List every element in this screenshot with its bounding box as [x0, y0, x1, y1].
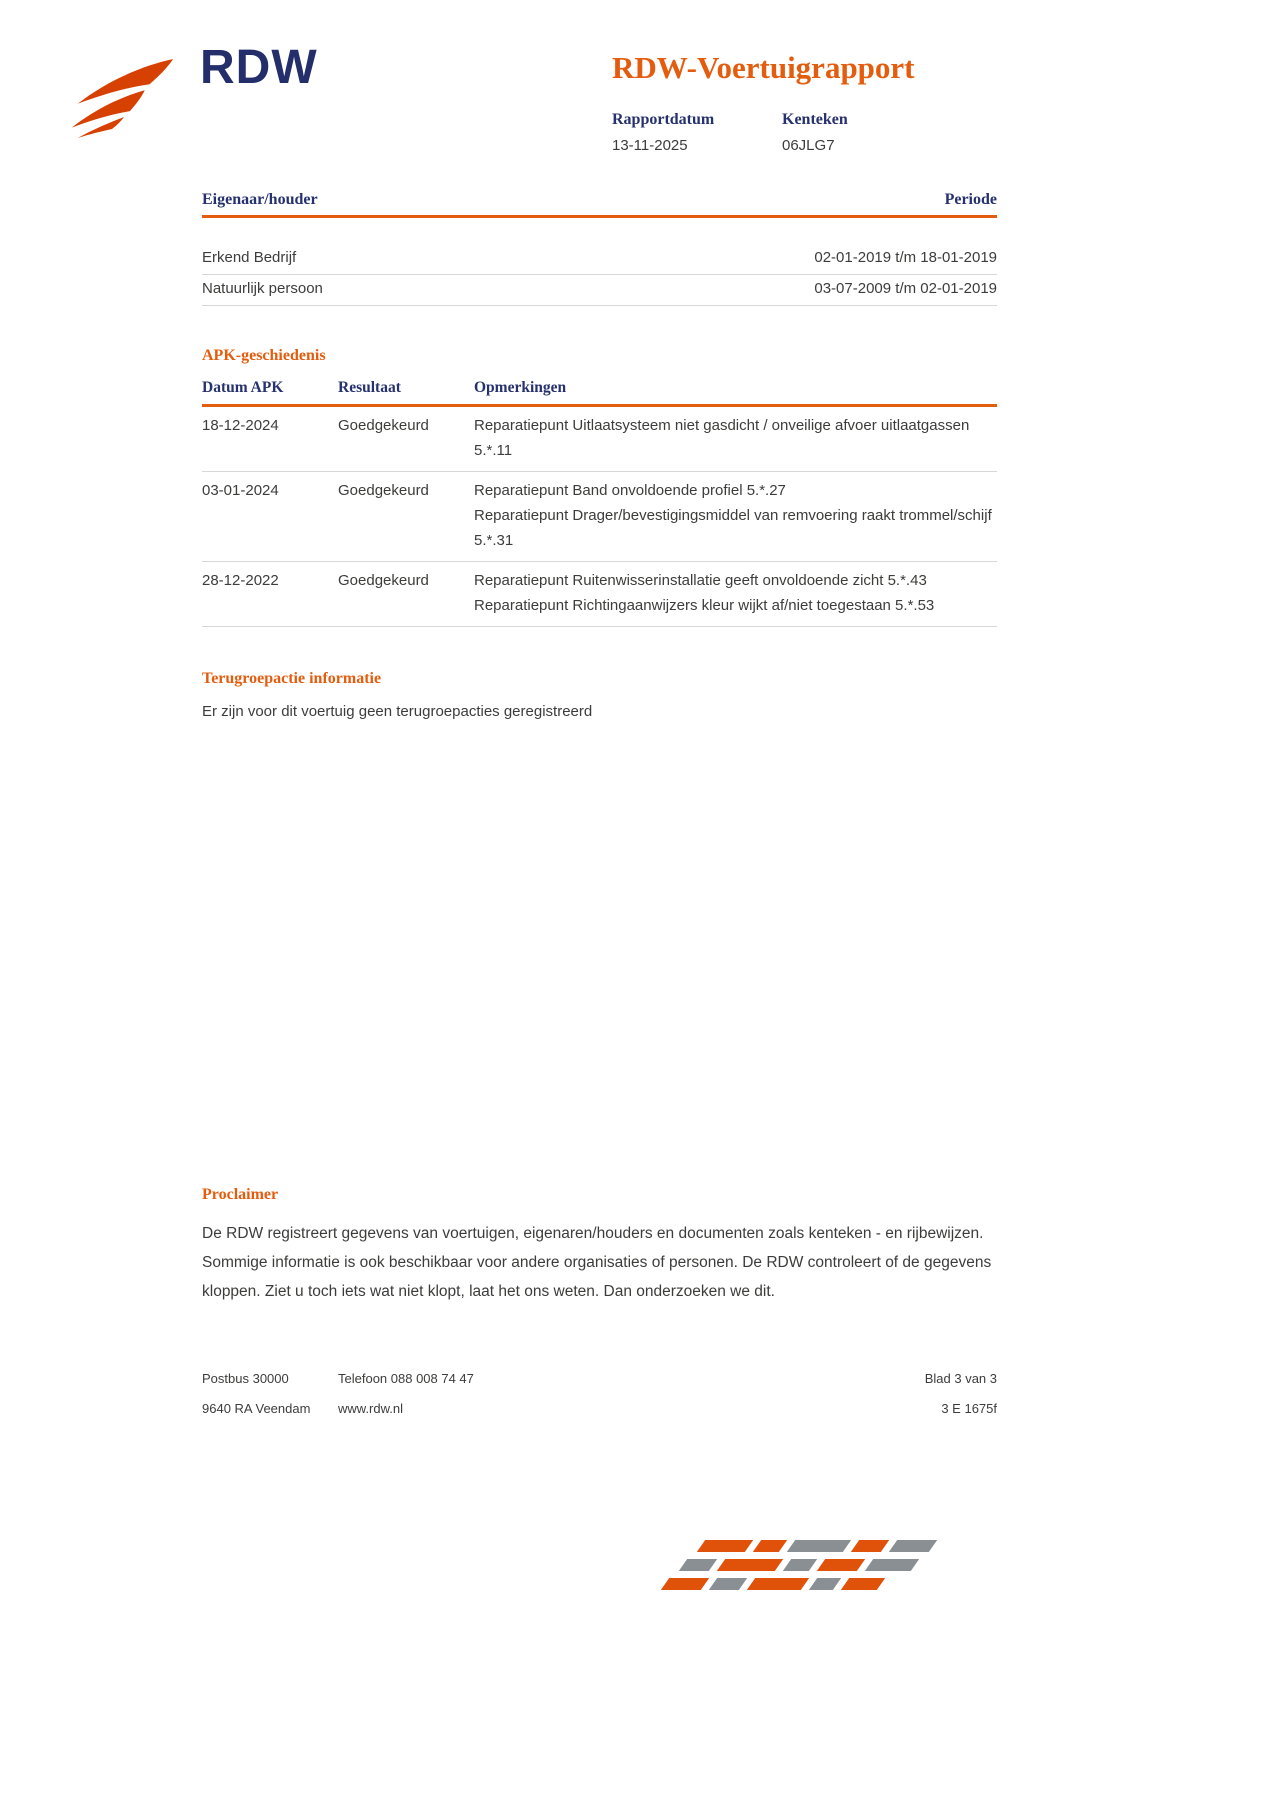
deco-dash: [809, 1578, 841, 1590]
apk-result: Goedgekeurd: [338, 572, 429, 589]
footer-address-line1: Postbus 30000: [202, 1371, 289, 1386]
recall-section-title: Terugroepactie informatie: [202, 670, 382, 687]
deco-dash: [747, 1578, 809, 1590]
footer-page-number: Blad 3 van 3: [924, 1371, 997, 1386]
apk-result: Goedgekeurd: [338, 417, 429, 434]
table-row: [202, 472, 997, 562]
recall-section: [202, 669, 997, 723]
column-header-datum-apk: Datum APK: [202, 379, 284, 396]
decoration-row: [665, 1578, 1010, 1590]
owner-period: 02-01-2019 t/m 18-01-2019: [814, 249, 997, 266]
apk-remarks: [474, 478, 997, 553]
apk-result: Goedgekeurd: [338, 482, 429, 499]
proclaimer-section-title: Proclaimer: [202, 1186, 279, 1203]
table-row: [202, 244, 997, 275]
deco-dash: [817, 1559, 865, 1571]
report-meta: [612, 111, 1012, 154]
apk-remark: Reparatiepunt Uitlaatsysteem niet gasdicht / onveilige afvoer uitlaatgassen 5.*.11: [474, 417, 970, 459]
license-plate-value: 06JLG7: [782, 136, 835, 154]
column-header-resultaat: Resultaat: [338, 379, 401, 396]
license-plate-block: [782, 111, 848, 154]
apk-remark: Reparatiepunt Ruitenwisserinstallatie geeft onvoldoende zicht 5.*.43: [474, 572, 927, 589]
table-row: [202, 407, 997, 472]
apk-section-title: APK-geschiedenis: [202, 347, 326, 364]
decoration-row: [701, 1540, 1010, 1552]
deco-dash: [661, 1578, 709, 1590]
apk-history-section: [202, 346, 997, 627]
report-date-block: [612, 111, 782, 154]
owner-table: [202, 244, 997, 306]
apk-remarks: [474, 413, 997, 463]
recall-text: Er zijn voor dit voertuig geen terugroepacties geregistreerd: [202, 703, 593, 720]
apk-table-header: [202, 372, 997, 407]
deco-dash: [679, 1559, 717, 1571]
brand-name: RDW: [200, 41, 318, 94]
brand-header: [55, 41, 318, 138]
deco-dash: [709, 1578, 747, 1590]
owner-section: [202, 190, 997, 306]
deco-dash: [697, 1540, 753, 1552]
title-block: [612, 52, 1012, 154]
deco-dash: [717, 1559, 783, 1571]
apk-remark: Reparatiepunt Drager/bevestigingsmiddel van remvoering raakt trommel/schijf 5.*.31: [474, 507, 992, 549]
period-column-header: Periode: [944, 191, 997, 208]
report-body: [202, 190, 997, 1416]
deco-dash: [889, 1540, 937, 1552]
deco-dash: [783, 1559, 817, 1571]
footer-address-line2: 9640 RA Veendam: [202, 1401, 311, 1416]
table-row: [202, 562, 997, 627]
page-title: RDW-Voertuigrapport: [612, 50, 915, 85]
owner-name: Natuurlijk persoon: [202, 280, 323, 297]
column-header-opmerkingen: Opmerkingen: [474, 379, 567, 396]
license-plate-label: Kenteken: [782, 110, 848, 128]
apk-remark: Reparatiepunt Richtingaanwijzers kleur wijkt af/niet toegestaan 5.*.53: [474, 597, 935, 614]
table-row: [202, 275, 997, 306]
deco-dash: [841, 1578, 885, 1590]
deco-dash: [865, 1559, 919, 1571]
apk-remarks: [474, 568, 997, 618]
apk-date: 18-12-2024: [202, 417, 279, 434]
apk-remark: Reparatiepunt Band onvoldoende profiel 5.*.27: [474, 482, 786, 499]
apk-date: 28-12-2022: [202, 572, 279, 589]
owner-column-header: Eigenaar/houder: [202, 191, 318, 208]
report-date-label: Rapportdatum: [612, 110, 715, 128]
owner-period: 03-07-2009 t/m 02-01-2019: [814, 280, 997, 297]
deco-dash: [753, 1540, 787, 1552]
proclaimer-section: [202, 1185, 997, 1306]
deco-dash: [787, 1540, 851, 1552]
footer-decoration: [665, 1540, 1010, 1597]
rdw-flag-logo-icon: [55, 56, 175, 138]
footer-phone: Telefoon 088 008 74 47: [338, 1371, 474, 1386]
decoration-row: [683, 1559, 1010, 1571]
deco-dash: [851, 1540, 889, 1552]
page-footer: [202, 1372, 997, 1416]
footer-website: www.rdw.nl: [338, 1401, 404, 1416]
footer-form-code: 3 E 1675f: [941, 1401, 997, 1416]
owner-name: Erkend Bedrijf: [202, 249, 297, 266]
owner-section-header-row: [202, 190, 997, 218]
proclaimer-text: De RDW registreert gegevens van voertuigen, eigenaren/houders en documenten zoals kenteken - en rijbewijzen. Sommige informatie is ook beschikbaar voor andere organisaties of personen. De RDW controleert of de gegevens kloppen. Ziet u toch iets wat niet klopt, laat het ons weten. Dan onderzoeken we dit.: [202, 1225, 992, 1300]
apk-date: 03-01-2024: [202, 482, 279, 499]
report-date-value: 13-11-2025: [612, 136, 688, 154]
